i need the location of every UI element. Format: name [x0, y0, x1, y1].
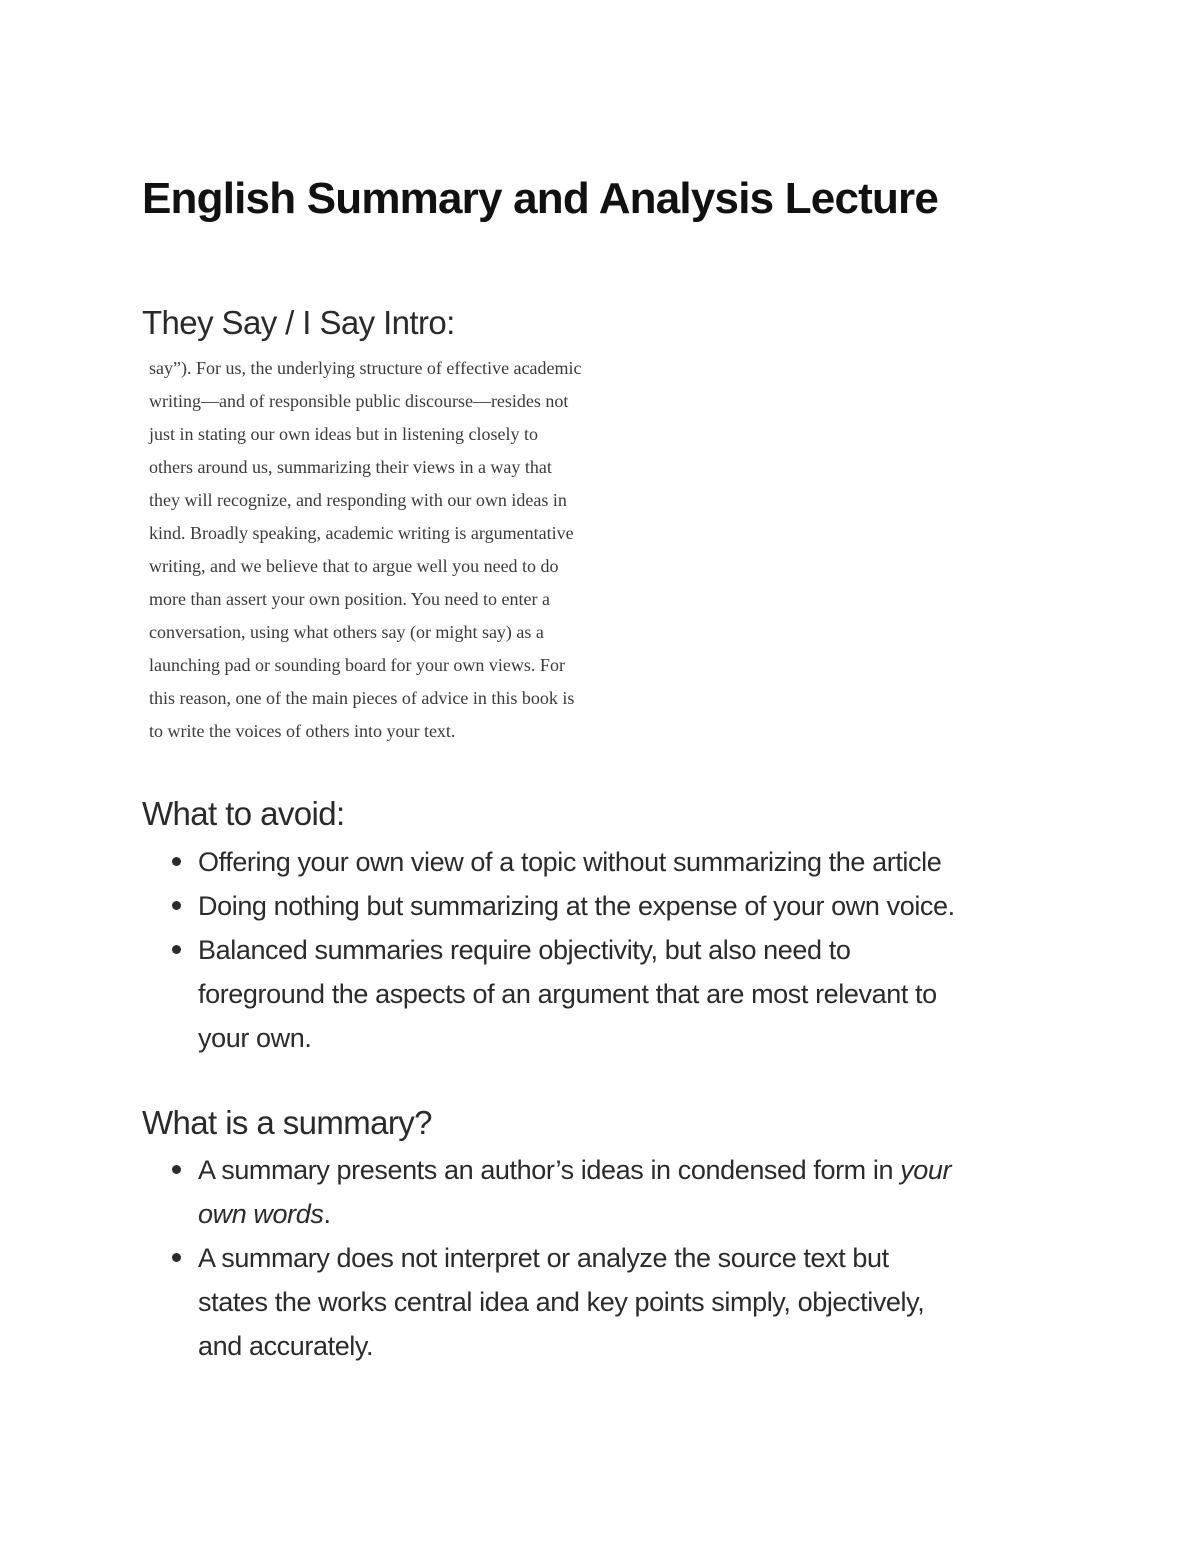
page-title: English Summary and Analysis Lecture	[142, 174, 939, 223]
list-item	[172, 884, 1052, 928]
bullet-icon	[172, 901, 181, 910]
excerpt-line: writing—and of responsible public discourse—resides not	[149, 391, 569, 411]
excerpt-line: others around us, summarizing their views in a way that	[149, 457, 552, 477]
excerpt-line: just in stating our own ideas but in listening closely to	[149, 424, 538, 444]
excerpt-line: say”). For us, the underlying structure of effective academic	[149, 358, 582, 378]
list-item	[172, 928, 1052, 1060]
summary-list	[172, 1148, 1052, 1368]
book-excerpt	[149, 352, 669, 748]
avoid-list	[172, 840, 1052, 1060]
list-item	[172, 1236, 1052, 1368]
list-item-text: A summary does not interpret or analyze the source text but	[198, 1243, 889, 1273]
list-item-text: A summary presents an author’s ideas in condensed form in	[198, 1155, 901, 1185]
bullet-icon	[172, 945, 181, 954]
excerpt-line: writing, and we believe that to argue well you need to do	[149, 556, 559, 576]
list-item-text: Doing nothing but summarizing at the expense of your own voice.	[198, 891, 955, 921]
list-item-text: .	[323, 1199, 331, 1229]
section-heading-avoid: What to avoid:	[142, 795, 345, 832]
excerpt-line: to write the voices of others into your text.	[149, 721, 456, 741]
list-item	[172, 840, 1052, 884]
list-item-text: Balanced summaries require objectivity, but also need to	[198, 935, 851, 965]
section-heading-summary: What is a summary?	[142, 1104, 432, 1141]
list-item-text: Offering your own view of a topic without summarizing the article	[198, 847, 942, 877]
list-item	[172, 1148, 1052, 1236]
list-item-text: states the works central idea and key points simply, objectively,	[198, 1287, 925, 1317]
bullet-icon	[172, 1253, 181, 1262]
list-item-text: and accurately.	[198, 1331, 374, 1361]
excerpt-line: more than assert your own position. You need to enter a	[149, 589, 550, 609]
list-item-line	[198, 1192, 1052, 1236]
list-item-text: your own.	[198, 1023, 312, 1053]
list-item-text: foreground the aspects of an argument that are most relevant to	[198, 979, 937, 1009]
emphasis-text: your	[900, 1155, 952, 1185]
excerpt-line: kind. Broadly speaking, academic writing is argumentative	[149, 523, 574, 543]
bullet-icon	[172, 1165, 181, 1174]
excerpt-line: they will recognize, and responding with our own ideas in	[149, 490, 567, 510]
excerpt-line: conversation, using what others say (or might say) as a	[149, 622, 544, 642]
list-item-line	[198, 1148, 1052, 1192]
excerpt-line: launching pad or sounding board for your own views. For	[149, 655, 565, 675]
bullet-icon	[172, 857, 181, 866]
emphasis-text: own words	[198, 1199, 324, 1229]
section-heading-intro: They Say / I Say Intro:	[142, 304, 455, 341]
excerpt-line: this reason, one of the main pieces of advice in this book is	[149, 688, 575, 708]
